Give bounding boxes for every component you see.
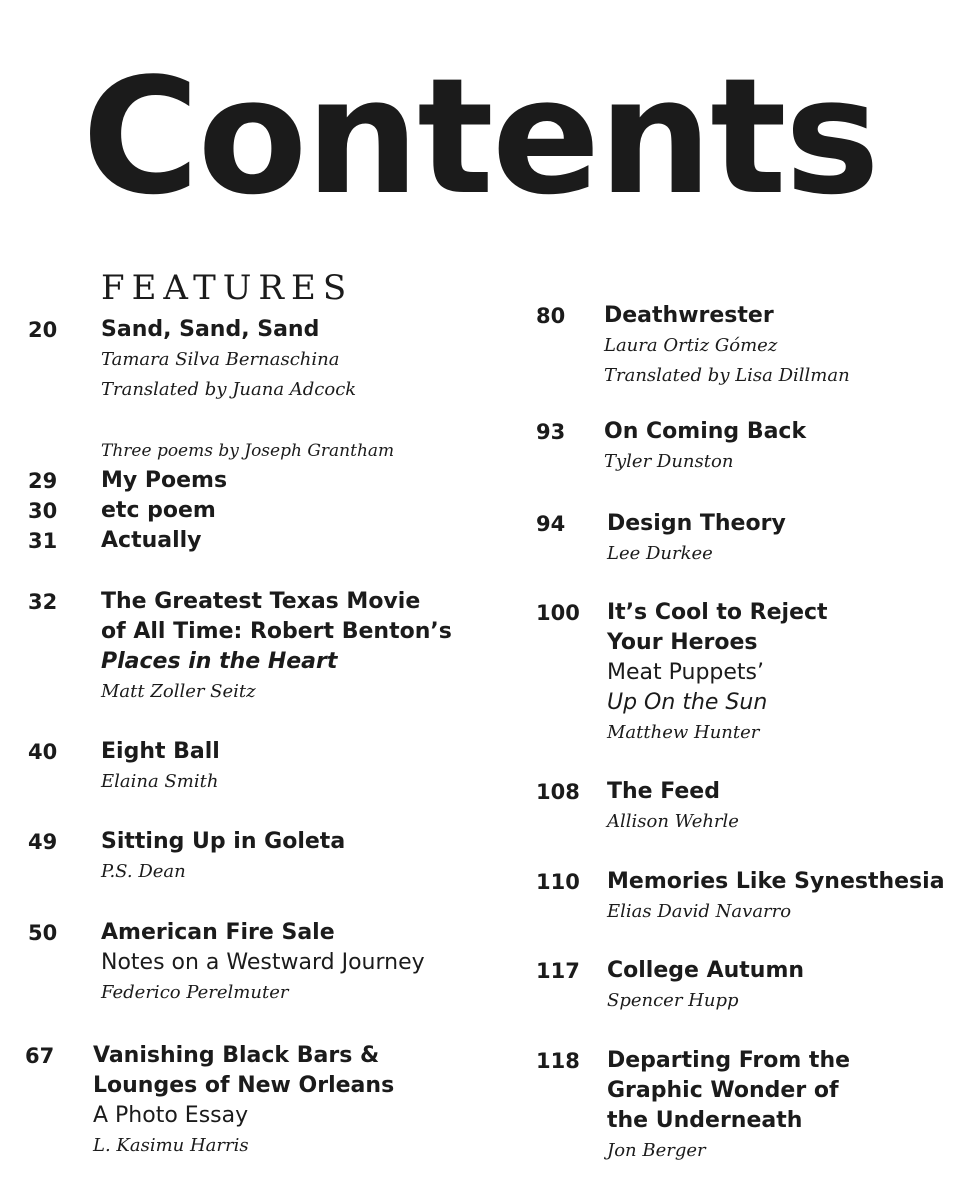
page-number: 117 [536, 959, 580, 983]
entry-author: P.S. Dean [101, 861, 186, 882]
page-number: 30 [28, 499, 58, 523]
entry-title: Actually [101, 528, 202, 553]
entry-author: Federico Perelmuter [101, 982, 289, 1003]
entry-author: Jon Berger [607, 1140, 706, 1161]
entry-subtitle: A Photo Essay [93, 1103, 249, 1128]
entry-author: L. Kasimu Harris [93, 1135, 249, 1156]
entry-title-line: the Underneath [607, 1108, 803, 1133]
page-number: 110 [536, 870, 580, 894]
page-number: 93 [536, 420, 566, 444]
entry-title-line: Lounges of New Orleans [93, 1073, 395, 1098]
entry-title: On Coming Back [604, 419, 807, 444]
entry-title: American Fire Sale [101, 920, 335, 945]
entry-title: Sitting Up in Goleta [101, 829, 346, 854]
entry-author: Elias David Navarro [607, 901, 792, 922]
entry-author: Spencer Hupp [607, 990, 739, 1011]
page-number: 50 [28, 921, 58, 945]
group-intro: Three poems by Joseph Grantham [101, 441, 395, 461]
entry-translator: Translated by Lisa Dillman [604, 365, 850, 386]
entry-author: Lee Durkee [607, 543, 713, 564]
page-number: 49 [28, 830, 58, 854]
page-number: 118 [536, 1049, 580, 1073]
entry-title-line: It’s Cool to Reject [607, 600, 828, 625]
entry-title: etc poem [101, 498, 216, 523]
entry-author: Tyler Dunston [604, 451, 734, 472]
entry-subtitle-line: Meat Puppets’ [607, 660, 764, 685]
entry-title: Memories Like Synesthesia [607, 869, 945, 894]
section-heading: FEATURES [101, 268, 354, 308]
page-number: 100 [536, 601, 580, 625]
entry-title: Eight Ball [101, 739, 220, 764]
page-title: Contents [82, 43, 878, 230]
entry-author: Tamara Silva Bernaschina [101, 349, 340, 370]
entry-subtitle: Notes on a Westward Journey [101, 950, 425, 975]
entry-author: Elaina Smith [101, 771, 219, 792]
entry-title-line: of All Time: Robert Benton’s [101, 619, 452, 644]
entry-title-line: Your Heroes [607, 630, 758, 655]
page-number: 80 [536, 304, 566, 328]
entry-title: Design Theory [607, 511, 786, 536]
entry-subtitle-line: Up On the Sun [607, 690, 768, 715]
page-number: 94 [536, 512, 566, 536]
entry-title-line: Places in the Heart [101, 649, 338, 674]
entry-author: Matthew Hunter [607, 722, 760, 743]
page-number: 31 [28, 529, 58, 553]
page-number: 29 [28, 469, 58, 493]
entry-title-line: Departing From the [607, 1048, 851, 1073]
entry-title: The Feed [607, 779, 720, 804]
entry-author: Matt Zoller Seitz [101, 681, 256, 702]
entry-author: Laura Ortiz Gómez [604, 335, 778, 356]
entry-translator: Translated by Juana Adcock [101, 379, 357, 400]
entry-author: Allison Wehrle [607, 811, 739, 832]
entry-title-line: The Greatest Texas Movie [101, 589, 421, 614]
page-number: 67 [25, 1044, 55, 1068]
page-number: 108 [536, 780, 580, 804]
entry-title-line: Graphic Wonder of [607, 1078, 839, 1103]
entry-title: Deathwrester [604, 303, 774, 328]
entry-title: Sand, Sand, Sand [101, 317, 320, 342]
entry-title: College Autumn [607, 958, 805, 983]
entry-title: My Poems [101, 468, 228, 493]
page-number: 32 [28, 590, 58, 614]
entry-title-line: Vanishing Black Bars & [93, 1043, 380, 1068]
page-number: 20 [28, 318, 58, 342]
page-number: 40 [28, 740, 58, 764]
